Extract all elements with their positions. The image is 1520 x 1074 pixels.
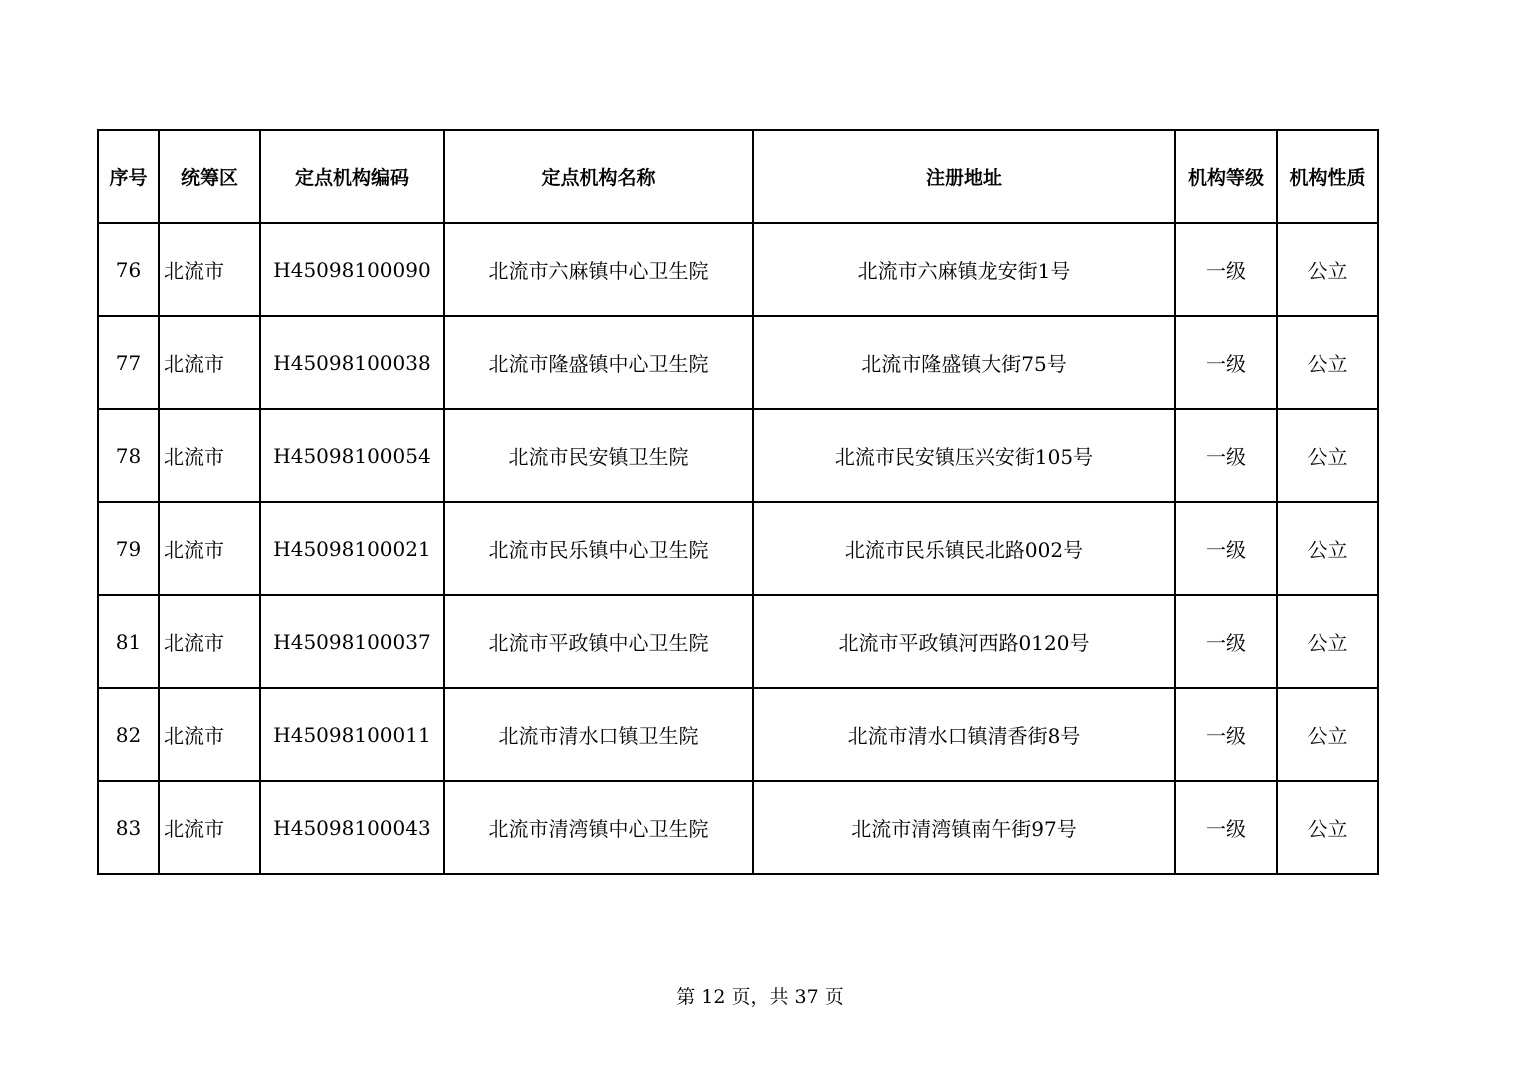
cell-name: 北流市清湾镇中心卫生院 bbox=[444, 781, 753, 874]
cell-address: 北流市隆盛镇大街75号 bbox=[753, 316, 1175, 409]
cell-level: 一级 bbox=[1175, 316, 1277, 409]
cell-region: 北流市 bbox=[159, 502, 260, 595]
table-row bbox=[98, 316, 1378, 409]
cell-seq: 81 bbox=[98, 595, 159, 688]
cell-level: 一级 bbox=[1175, 502, 1277, 595]
cell-region: 北流市 bbox=[159, 688, 260, 781]
cell-address: 北流市清湾镇南午街97号 bbox=[753, 781, 1175, 874]
institution-table bbox=[97, 129, 1379, 875]
page-footer: 第 12 页，共 37 页 bbox=[676, 986, 844, 1008]
cell-code: H45098100043 bbox=[260, 781, 444, 874]
cell-nature: 公立 bbox=[1277, 316, 1378, 409]
cell-seq: 77 bbox=[98, 316, 159, 409]
cell-address: 北流市清水口镇清香街8号 bbox=[753, 688, 1175, 781]
cell-seq: 76 bbox=[98, 223, 159, 316]
cell-name: 北流市平政镇中心卫生院 bbox=[444, 595, 753, 688]
cell-code: H45098100090 bbox=[260, 223, 444, 316]
cell-level: 一级 bbox=[1175, 688, 1277, 781]
header-level: 机构等级 bbox=[1175, 130, 1277, 223]
table-row bbox=[98, 595, 1378, 688]
cell-address: 北流市六麻镇龙安街1号 bbox=[753, 223, 1175, 316]
cell-nature: 公立 bbox=[1277, 595, 1378, 688]
cell-region: 北流市 bbox=[159, 409, 260, 502]
cell-level: 一级 bbox=[1175, 223, 1277, 316]
cell-code: H45098100054 bbox=[260, 409, 444, 502]
cell-region: 北流市 bbox=[159, 223, 260, 316]
cell-region: 北流市 bbox=[159, 595, 260, 688]
cell-nature: 公立 bbox=[1277, 223, 1378, 316]
header-nature: 机构性质 bbox=[1277, 130, 1378, 223]
cell-seq: 82 bbox=[98, 688, 159, 781]
cell-region: 北流市 bbox=[159, 781, 260, 874]
table-row bbox=[98, 409, 1378, 502]
header-name: 定点机构名称 bbox=[444, 130, 753, 223]
cell-address: 北流市民乐镇民北路002号 bbox=[753, 502, 1175, 595]
cell-nature: 公立 bbox=[1277, 781, 1378, 874]
cell-nature: 公立 bbox=[1277, 502, 1378, 595]
cell-seq: 78 bbox=[98, 409, 159, 502]
cell-name: 北流市清水口镇卫生院 bbox=[444, 688, 753, 781]
table-row bbox=[98, 223, 1378, 316]
cell-code: H45098100037 bbox=[260, 595, 444, 688]
header-address: 注册地址 bbox=[753, 130, 1175, 223]
table-row bbox=[98, 688, 1378, 781]
cell-level: 一级 bbox=[1175, 595, 1277, 688]
header-region: 统筹区 bbox=[159, 130, 260, 223]
cell-address: 北流市民安镇压兴安街105号 bbox=[753, 409, 1175, 502]
cell-name: 北流市隆盛镇中心卫生院 bbox=[444, 316, 753, 409]
table-row bbox=[98, 781, 1378, 874]
cell-address: 北流市平政镇河西路0120号 bbox=[753, 595, 1175, 688]
cell-seq: 79 bbox=[98, 502, 159, 595]
cell-name: 北流市民乐镇中心卫生院 bbox=[444, 502, 753, 595]
table-header-row bbox=[98, 130, 1378, 223]
cell-nature: 公立 bbox=[1277, 409, 1378, 502]
cell-nature: 公立 bbox=[1277, 688, 1378, 781]
table-row bbox=[98, 502, 1378, 595]
cell-code: H45098100021 bbox=[260, 502, 444, 595]
cell-level: 一级 bbox=[1175, 409, 1277, 502]
cell-level: 一级 bbox=[1175, 781, 1277, 874]
cell-code: H45098100038 bbox=[260, 316, 444, 409]
header-code: 定点机构编码 bbox=[260, 130, 444, 223]
header-seq: 序号 bbox=[98, 130, 159, 223]
cell-seq: 83 bbox=[98, 781, 159, 874]
cell-region: 北流市 bbox=[159, 316, 260, 409]
cell-code: H45098100011 bbox=[260, 688, 444, 781]
cell-name: 北流市六麻镇中心卫生院 bbox=[444, 223, 753, 316]
cell-name: 北流市民安镇卫生院 bbox=[444, 409, 753, 502]
